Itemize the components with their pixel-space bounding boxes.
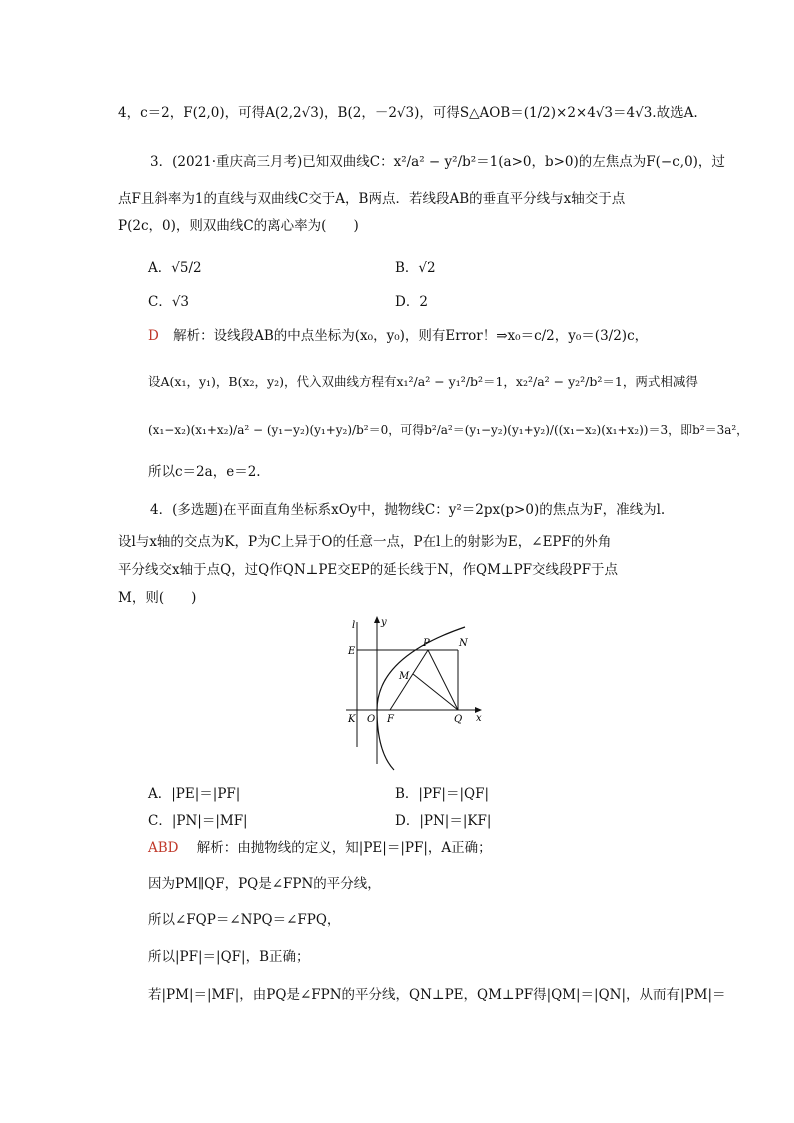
label-l: l — [352, 620, 356, 631]
q3-answer-label: D — [148, 328, 159, 344]
prev-solution-line: 4，c＝2，F(2,0)，可得A(2,2√3)，B(2，－2√3)，可得S△AOB＝(1/2)×2×4√3＝4√3.故选A. — [118, 105, 698, 121]
q3-option-d: D．2 — [395, 294, 428, 310]
label-N: N — [459, 638, 468, 649]
q4-solution-line-1 — [148, 838, 492, 858]
q4-solution-line-4: 所以|PF|＝|QF|，B正确； — [148, 949, 310, 965]
q3-solution-text-1: 解析：设线段AB的中点坐标为(x₀，y₀)，则有Error！⇒x₀＝c/2，y₀＝(3/2)c， — [173, 328, 649, 344]
q4-line-1: 4．(多选题)在平面直角坐标系xOy中，抛物线C：y²＝2px(p>0)的焦点为F，准线为l. — [150, 502, 666, 518]
q4-option-b: B．|PF|＝|QF| — [395, 786, 489, 802]
q3-line-3: P(2c，0)，则双曲线C的离心率为( ) — [118, 218, 359, 234]
q3-option-a: A．√5/2 — [148, 260, 202, 276]
q3-solution-line-1 — [148, 326, 648, 346]
q4-line-2: 设l与x轴的交点为K，P为C上异于O的任意一点，P在l上的射影为E，∠EPF的外角 — [118, 534, 612, 550]
parabola-figure — [330, 612, 490, 772]
q3-option-c: C．√3 — [148, 294, 190, 310]
label-E: E — [348, 646, 356, 657]
q3-solution-line-3: (x₁−x₂)(x₁+x₂)/a² − (y₁−y₂)(y₁+y₂)/b²＝0，可得b²/a²＝(y₁−y₂)(y₁+y₂)/((x₁−x₂)(x₁+x₂))＝3，即b²＝3a²， — [148, 423, 749, 437]
q3-line-1: 3．(2021·重庆高三月考)已知双曲线C：x²/a² − y²/b²＝1(a>0，b>0)的左焦点为F(−c,0)，过 — [150, 154, 725, 170]
q4-solution-line-2: 因为PM∥QF，PQ是∠FPN的平分线， — [148, 876, 381, 892]
q4-option-a: A．|PE|＝|PF| — [148, 786, 241, 802]
q4-solution-line-5: 若|PM|＝|MF|，由PQ是∠FPN的平分线，QN⊥PE，QM⊥PF得|QM|＝|QN|，从而有|PM|＝ — [148, 987, 726, 1003]
label-Q: Q — [454, 714, 463, 725]
line-MQ — [413, 674, 458, 710]
q4-solution-text-1: 解析：由抛物线的定义，知|PE|＝|PF|，A正确； — [196, 840, 492, 856]
q4-answer-label: ABD — [148, 840, 179, 856]
q4-option-d: D．|PN|＝|KF| — [395, 813, 492, 829]
line-PQ — [428, 650, 458, 710]
label-M: M — [399, 671, 410, 682]
q3-solution-line-2: 设A(x₁，y₁)，B(x₂，y₂)，代入双曲线方程有x₁²/a² − y₁²/b²＝1，x₂²/a² − y₂²/b²＝1，两式相减得 — [148, 374, 698, 389]
label-P: P — [423, 638, 430, 649]
label-x: x — [476, 713, 482, 724]
label-O: O — [367, 714, 376, 725]
q4-line-4: M，则( ) — [118, 590, 197, 606]
q4-line-3: 平分线交x轴于点Q，过Q作QN⊥PE交EP的延长线于N，作QM⊥PF交线段PF于点 — [118, 562, 619, 578]
q3-line-2: 点F且斜率为1的直线与双曲线C交于A，B两点．若线段AB的垂直平分线与x轴交于点 — [118, 191, 626, 207]
q4-option-c: C．|PN|＝|MF| — [148, 813, 248, 829]
q3-solution-line-4: 所以c＝2a，e＝2. — [148, 464, 261, 480]
y-axis-arrow — [374, 616, 380, 623]
q4-solution-line-3: 所以∠FQP＝∠NPQ＝∠FPQ， — [148, 912, 341, 928]
label-F: F — [387, 714, 394, 725]
q3-option-b: B．√2 — [395, 260, 436, 276]
label-K: K — [348, 714, 356, 725]
label-y: y — [381, 617, 387, 628]
